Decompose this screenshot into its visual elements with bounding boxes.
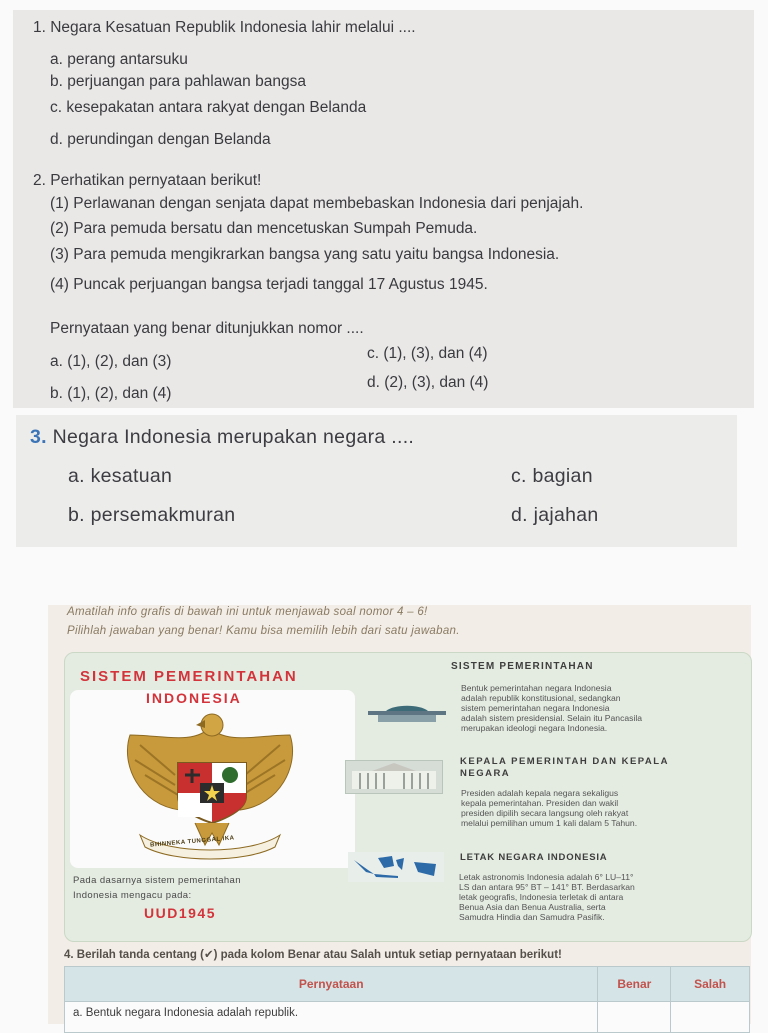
q2-question: 2. Perhatikan pernyataan berikut! xyxy=(33,172,262,189)
q3-option-d[interactable]: d. jajahan xyxy=(511,504,599,526)
header-benar: Benar xyxy=(598,967,670,1001)
q2-option-c[interactable]: c. (1), (3), dan (4) xyxy=(367,345,488,362)
basis-value: UUD1945 xyxy=(144,905,216,921)
section-2-text: Presiden adalah kepala negara sekaligus kepala pemerintahan. Presiden dan wakil presiden dipilih secara langsung oleh rakyat melalui pemilihan umum 1 kali dalam 5 Tahun. xyxy=(461,788,638,828)
section-2-heading-line1: KEPALA PEMERINTAH DAN KEPALA xyxy=(460,756,669,767)
header-salah: Salah xyxy=(671,967,749,1001)
basis-line-2: Indonesia mengacu pada: xyxy=(73,890,192,901)
q1-option-a[interactable]: a. perang antarsuku xyxy=(50,51,188,68)
q4-question: 4. Berilah tanda centang (✔) pada kolom Benar atau Salah untuk setiap pernyataan berikut! xyxy=(64,949,562,961)
section-3-text: Letak astronomis Indonesia adalah 6° LU–11° LS dan antara 95° BT – 141° BT. Berdasarkan letak geografis, Indonesia terletak di antara Benua Asia dan Benua Australia, serta Samudra Hindia dan Samudra Pasifik. xyxy=(459,872,635,922)
indonesia-map-icon xyxy=(348,852,444,882)
emblem-motto: BHINNEKA TUNGGAL IKA xyxy=(149,835,235,849)
section-3-heading: LETAK NEGARA INDONESIA xyxy=(460,852,608,863)
section-2-heading-line2: NEGARA xyxy=(460,768,511,779)
q2-option-d[interactable]: d. (2), (3), dan (4) xyxy=(367,374,489,391)
q1-option-b[interactable]: b. perjuangan para pahlawan bangsa xyxy=(50,73,306,90)
q2-statement-2: (2) Para pemuda bersatu dan mencetuskan Sumpah Pemuda. xyxy=(50,220,478,237)
q4-table xyxy=(64,966,750,1033)
palace-building-icon xyxy=(345,760,443,794)
infographic-instruction-2: Pilihlah jawaban yang benar! Kamu bisa memilih lebih dari satu jawaban. xyxy=(67,625,460,637)
q3-option-b[interactable]: b. persemakmuran xyxy=(68,504,236,526)
q1-option-d[interactable]: d. perundingan dengan Belanda xyxy=(50,131,271,148)
q4-table-header xyxy=(64,966,750,1002)
row-a-salah-checkbox[interactable] xyxy=(671,1002,749,1032)
q3-question-line xyxy=(30,426,414,449)
q2-statement-4: (4) Puncak perjuangan bangsa terjadi tanggal 17 Agustus 1945. xyxy=(50,276,488,293)
q3-question: Negara Indonesia merupakan negara .... xyxy=(52,426,415,448)
q3-number: 3. xyxy=(30,426,47,448)
header-pernyataan: Pernyataan xyxy=(65,967,597,1001)
q2-statement-1: (1) Perlawanan dengan senjata dapat membebaskan Indonesia dari penjajah. xyxy=(50,195,584,212)
q2-prompt: Pernyataan yang benar ditunjukkan nomor .... xyxy=(50,320,364,337)
q3-option-c[interactable]: c. bagian xyxy=(511,465,593,487)
parliament-building-icon xyxy=(368,702,446,724)
section-1-text: Bentuk pemerintahan negara Indonesia adalah republik konstitusional, sedangkan sistem pemerintahan negara Indonesia adalah sistem presidensial. Selain itu Pancasila merupakan ideologi negara Indonesia. xyxy=(461,683,643,733)
q2-option-b[interactable]: b. (1), (2), dan (4) xyxy=(50,385,172,402)
infographic-title-line1: SISTEM PEMERINTAHAN xyxy=(80,668,298,685)
q2-statement-3: (3) Para pemuda mengikrarkan bangsa yang satu yaitu bangsa Indonesia. xyxy=(50,246,560,263)
q1-question: 1. Negara Kesatuan Republik Indonesia lahir melalui .... xyxy=(33,19,416,36)
infographic-title-line2: INDONESIA xyxy=(146,690,242,706)
infographic-instruction-1: Amatilah info grafis di bawah ini untuk menjawab soal nomor 4 – 6! xyxy=(67,606,428,618)
table-row xyxy=(64,1002,750,1033)
row-a-benar-checkbox[interactable] xyxy=(598,1002,670,1032)
q2-option-a[interactable]: a. (1), (2), dan (3) xyxy=(50,353,172,370)
basis-line-1: Pada dasarnya sistem pemerintahan xyxy=(73,875,241,886)
row-a-statement: a. Bentuk negara Indonesia adalah republik. xyxy=(73,1007,299,1019)
q3-option-a[interactable]: a. kesatuan xyxy=(68,465,173,487)
q1-option-c[interactable]: c. kesepakatan antara rakyat dengan Belanda xyxy=(50,99,367,116)
section-1-heading: SISTEM PEMERINTAHAN xyxy=(451,661,594,672)
